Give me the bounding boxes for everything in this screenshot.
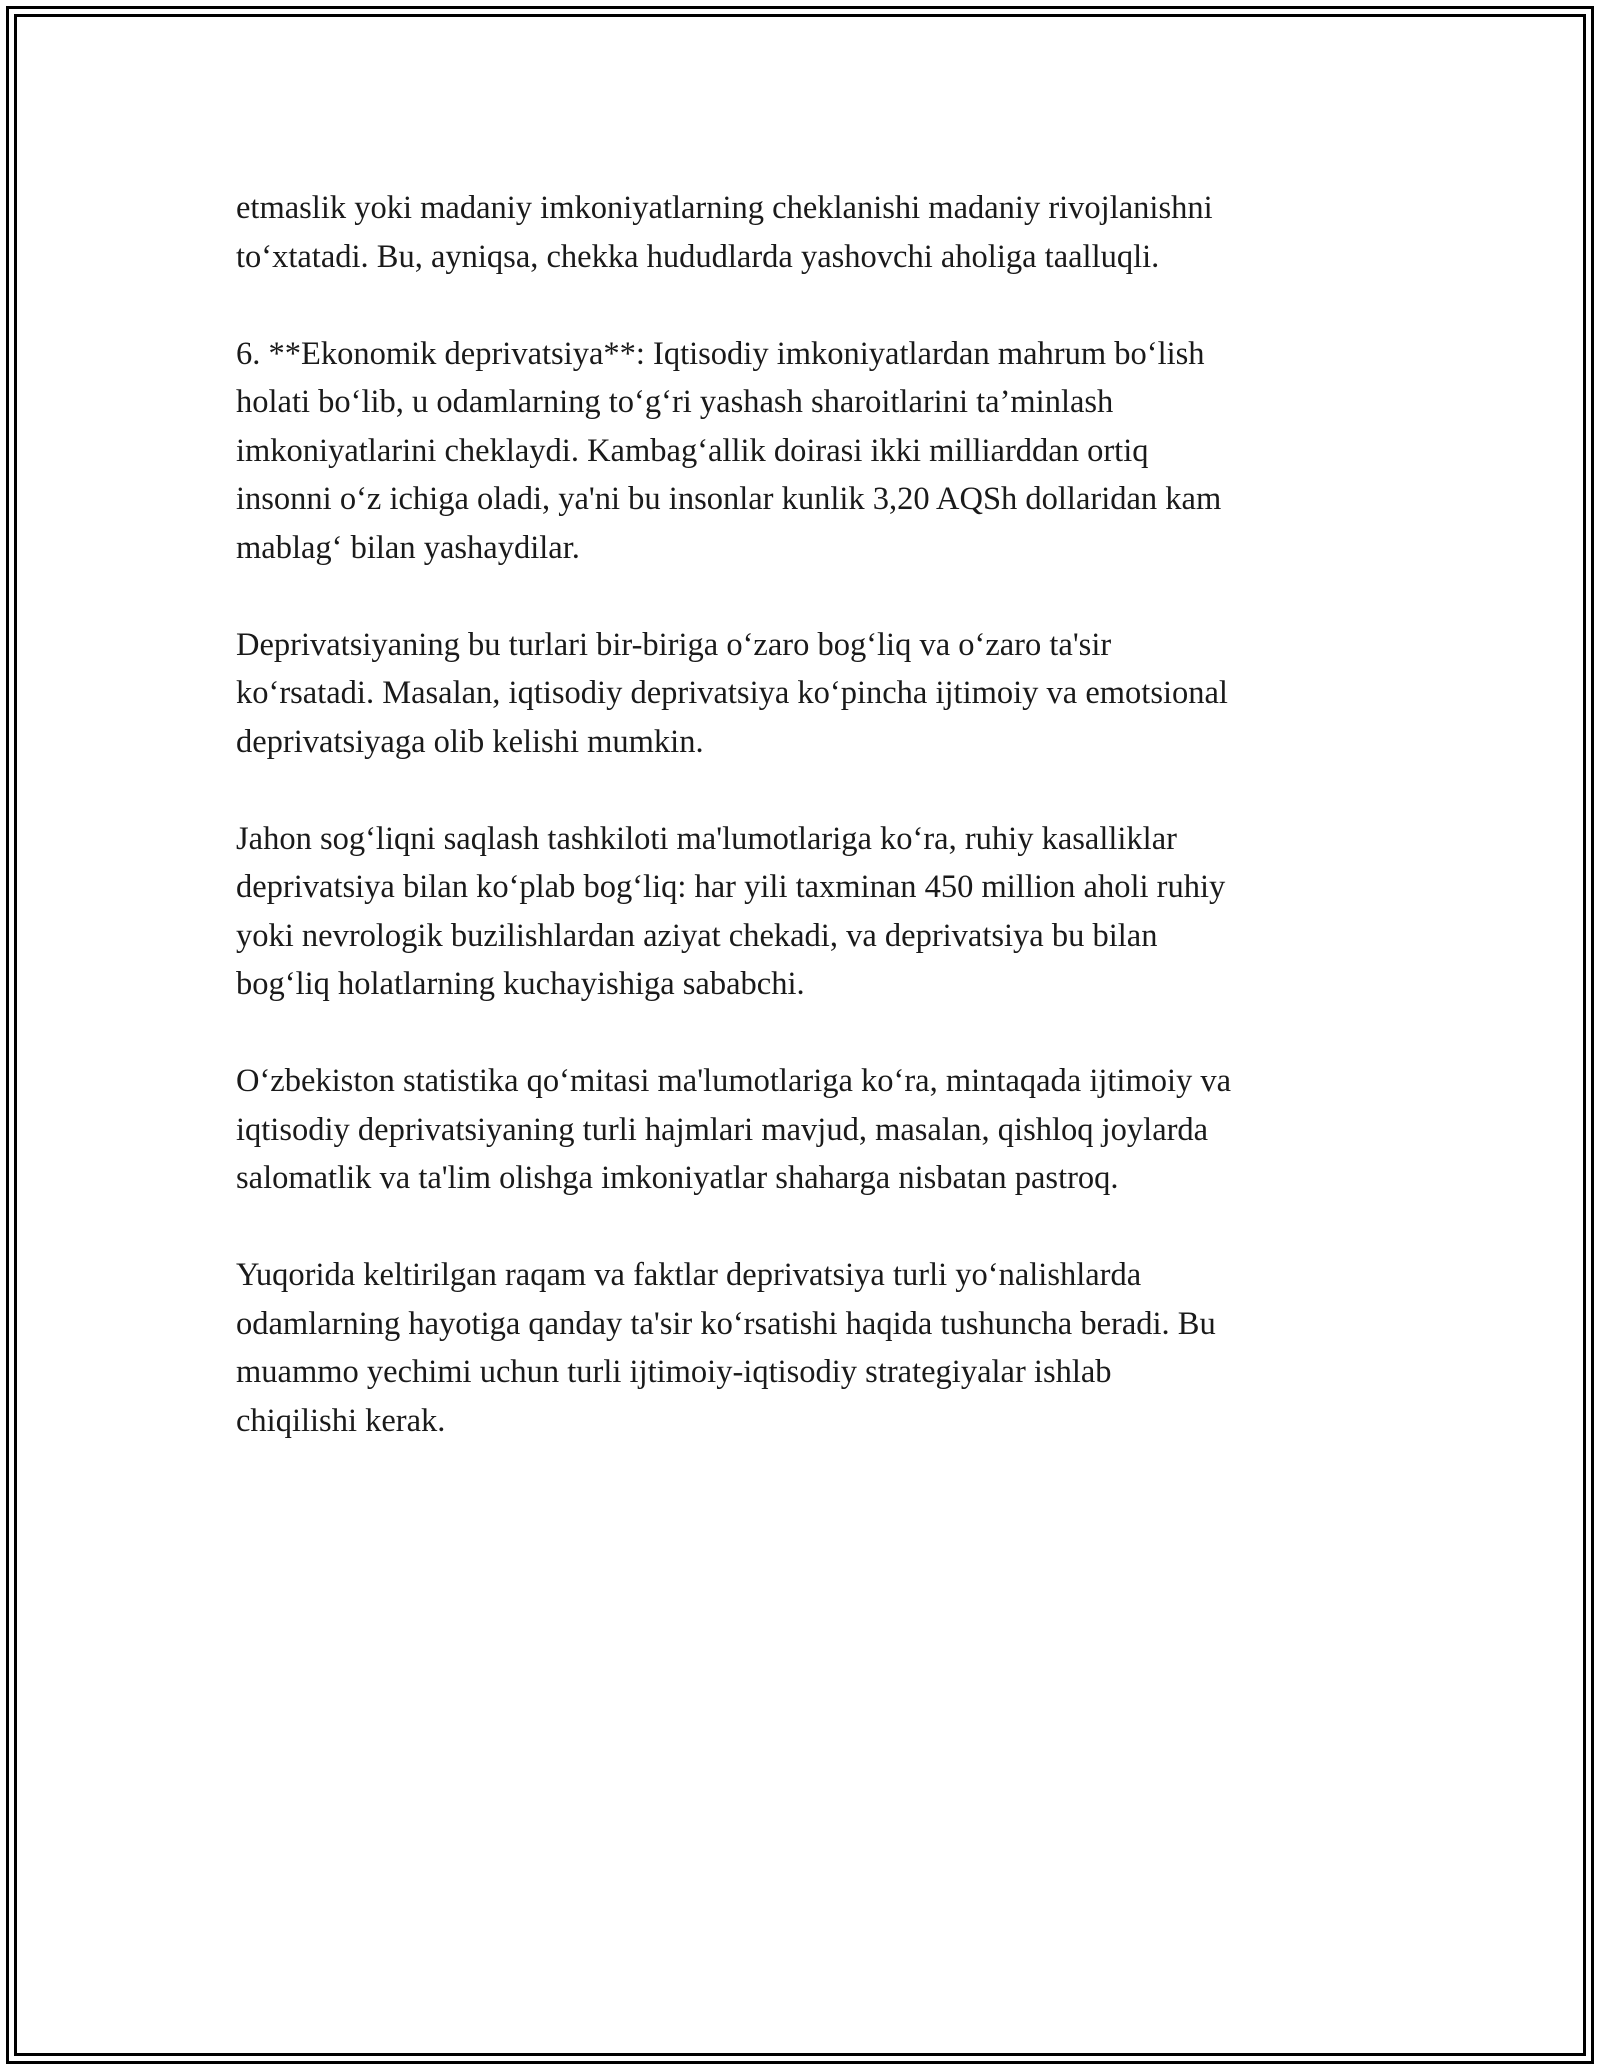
paragraph-conclusion bbox=[236, 1251, 1396, 1445]
text-line: insonni o‘z ichiga oladi, ya'ni bu insonlar kunlik 3,20 AQSh dollaridan kam bbox=[236, 481, 1222, 517]
text-line: bog‘liq holatlarning kuchayishiga sababchi. bbox=[236, 966, 805, 1002]
paragraph-economic-deprivation bbox=[236, 330, 1396, 573]
text-line: muammo yechimi uchun turli ijtimoiy-iqtisodiy strategiyalar ishlab bbox=[236, 1354, 1112, 1390]
text-line: yoki nevrologik buzilishlardan aziyat chekadi, va deprivatsiya bu bilan bbox=[236, 917, 1158, 954]
text-line: deprivatsiya bilan ko‘plab bog‘liq: har yili taxminan 450 million aholi ruhiy bbox=[236, 869, 1226, 905]
text-line: Jahon sog‘liqni saqlash tashkiloti ma'lumotlariga ko‘ra, ruhiy kasalliklar bbox=[236, 820, 1177, 857]
text-line: O‘zbekiston statistika qo‘mitasi ma'lumotlariga ko‘ra, mintaqada ijtimoiy va bbox=[236, 1063, 1232, 1099]
text-line: chiqilishi kerak. bbox=[236, 1402, 446, 1439]
document-body bbox=[236, 184, 1396, 1494]
text-line: 6. **Ekonomik deprivatsiya**: Iqtisodiy imkoniyatlardan mahrum bo‘lish bbox=[236, 335, 1205, 372]
text-line: deprivatsiyaga olib kelishi mumkin. bbox=[236, 723, 704, 760]
paragraph-culture-continued bbox=[236, 184, 1396, 281]
text-line: mablag‘ bilan yashaydilar. bbox=[236, 529, 580, 566]
paragraph-who-statistics bbox=[236, 815, 1396, 1009]
text-line: odamlarning hayotiga qanday ta'sir ko‘rsatishi haqida tushuncha beradi. Bu bbox=[236, 1305, 1216, 1342]
text-line: etmaslik yoki madaniy imkoniyatlarning cheklanishi madaniy rivojlanishni bbox=[236, 190, 1213, 226]
text-line: imkoniyatlarini cheklaydi. Kambag‘allik doirasi ikki milliarddan ortiq bbox=[236, 432, 1149, 469]
text-line: to‘xtatadi. Bu, ayniqsa, chekka hududlarda yashovchi aholiga taalluqli. bbox=[236, 238, 1160, 275]
text-line: Deprivatsiyaning bu turlari bir-biriga o‘zaro bog‘liq va o‘zaro ta'sir bbox=[236, 626, 1112, 663]
text-line: ko‘rsatadi. Masalan, iqtisodiy deprivatsiya ko‘pincha ijtimoiy va emotsional bbox=[236, 675, 1228, 711]
text-line: holati bo‘lib, u odamlarning to‘g‘ri yashash sharoitlarini ta’minlash bbox=[236, 384, 1114, 420]
text-line: iqtisodiy deprivatsiyaning turli hajmlari mavjud, masalan, qishloq joylarda bbox=[236, 1111, 1209, 1148]
paragraph-uzbekistan-statistics bbox=[236, 1057, 1396, 1203]
text-line: Yuqorida keltirilgan raqam va faktlar deprivatsiya turli yo‘nalishlarda bbox=[236, 1257, 1142, 1293]
paragraph-interrelation bbox=[236, 621, 1396, 767]
text-line: salomatlik va ta'lim olishga imkoniyatlar shaharga nisbatan pastroq. bbox=[236, 1160, 1119, 1196]
